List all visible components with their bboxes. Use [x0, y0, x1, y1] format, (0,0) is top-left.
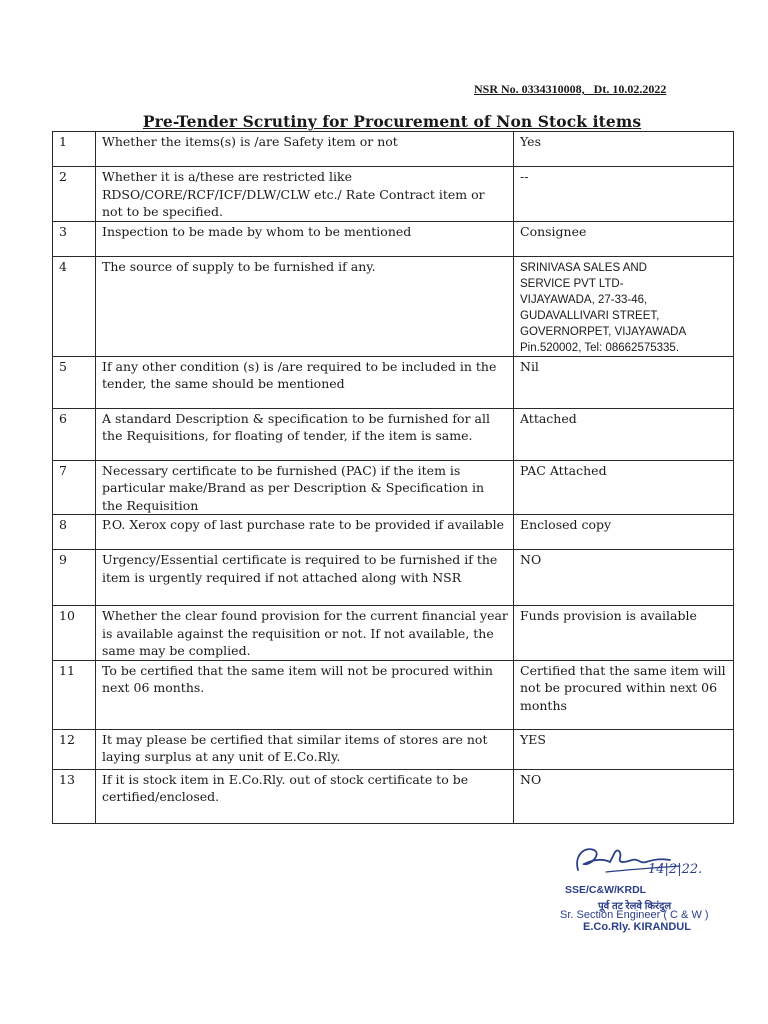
row-number: 6 — [53, 408, 96, 460]
row-question: If it is stock item in E.Co.Rly. out of stock certificate to be certified/enclosed. — [96, 769, 514, 823]
table-row — [53, 356, 734, 408]
row-answer: Attached — [514, 408, 734, 460]
row-answer: PAC Attached — [514, 460, 734, 515]
row-number: 3 — [53, 221, 96, 256]
row-answer: Certified that the same item will not be procured within next 06 months — [514, 660, 734, 729]
row-question: Whether the items(s) is /are Safety item or not — [96, 132, 514, 167]
row-answer: Nil — [514, 356, 734, 408]
row-number: 12 — [53, 729, 96, 769]
row-answer: NO — [514, 769, 734, 823]
supplier-line: Pin.520002, Tel: 08662575335. — [520, 341, 680, 354]
supplier-address — [514, 256, 734, 356]
supplier-line: GUDAVALLIVARI STREET, — [520, 309, 660, 322]
row-answer: Yes — [514, 132, 734, 167]
table-row — [53, 132, 734, 167]
table-row — [53, 256, 734, 356]
row-number: 1 — [53, 132, 96, 167]
table-row — [53, 515, 734, 550]
row-question: A standard Description & specification to be furnished for all the Requisitions, for floating of tender, if the item is same. — [96, 408, 514, 460]
row-number: 5 — [53, 356, 96, 408]
row-answer: Consignee — [514, 221, 734, 256]
table-row — [53, 729, 734, 769]
stamp-designation: SSE/C&W/KRDL — [565, 884, 647, 896]
supplier-line: GOVERNORPET, VIJAYAWADA — [520, 325, 687, 338]
table-row — [53, 606, 734, 661]
row-question: It may please be certified that similar items of stores are not laying surplus at any unit of E.Co.Rly. — [96, 729, 514, 769]
document-title: Pre-Tender Scrutiny for Procurement of Non Stock items — [142, 112, 642, 131]
row-answer: Enclosed copy — [514, 515, 734, 550]
signature-date: 14|2|22. — [648, 862, 703, 877]
nsr-reference: NSR No. 0334310008, Dt. 10.02.2022 — [474, 82, 667, 96]
row-question: Whether it is a/these are restricted like RDSO/CORE/RCF/ICF/DLW/CLW etc./ Rate Contract item or not to be specified. — [96, 167, 514, 222]
scrutiny-table — [52, 131, 734, 824]
row-answer: -- — [514, 167, 734, 222]
row-question: P.O. Xerox copy of last purchase rate to be provided if available — [96, 515, 514, 550]
row-number: 2 — [53, 167, 96, 222]
row-question: The source of supply to be furnished if any. — [96, 256, 514, 356]
row-question: Inspection to be made by whom to be mentioned — [96, 221, 514, 256]
table-row — [53, 660, 734, 729]
table-row — [53, 769, 734, 823]
stamp-title: Sr. Section Engineer ( C & W ) — [560, 909, 709, 921]
row-number: 4 — [53, 256, 96, 356]
stamp-hindi-line: पूर्व तट रेलवे किरंदुल — [598, 901, 672, 912]
row-number: 9 — [53, 550, 96, 606]
row-question: Urgency/Essential certificate is required to be furnished if the item is urgently required if not attached along with NSR — [96, 550, 514, 606]
stamp-office: E.Co.Rly. KIRANDUL — [583, 921, 691, 933]
table-row — [53, 408, 734, 460]
table-row — [53, 167, 734, 222]
row-number: 7 — [53, 460, 96, 515]
row-number: 10 — [53, 606, 96, 661]
row-answer: NO — [514, 550, 734, 606]
supplier-line: SRINIVASA SALES AND — [520, 261, 647, 274]
official-stamp — [540, 832, 736, 932]
row-question: Whether the clear found provision for the current financial year is available against the requisition or not. If not available, the same may be complied. — [96, 606, 514, 661]
row-number: 8 — [53, 515, 96, 550]
table-row — [53, 460, 734, 515]
supplier-line: SERVICE PVT LTD- — [520, 277, 624, 290]
row-number: 13 — [53, 769, 96, 823]
signature-icon — [540, 832, 736, 892]
row-answer: Funds provision is available — [514, 606, 734, 661]
row-question: To be certified that the same item will not be procured within next 06 months. — [96, 660, 514, 729]
row-answer: YES — [514, 729, 734, 769]
table-row — [53, 221, 734, 256]
row-question: Necessary certificate to be furnished (PAC) if the item is particular make/Brand as per Description & Specification in the Requisition — [96, 460, 514, 515]
supplier-line: VIJAYAWADA, 27-33-46, — [520, 293, 648, 306]
table-row — [53, 550, 734, 606]
row-question: If any other condition (s) is /are required to be included in the tender, the same should be mentioned — [96, 356, 514, 408]
row-number: 11 — [53, 660, 96, 729]
